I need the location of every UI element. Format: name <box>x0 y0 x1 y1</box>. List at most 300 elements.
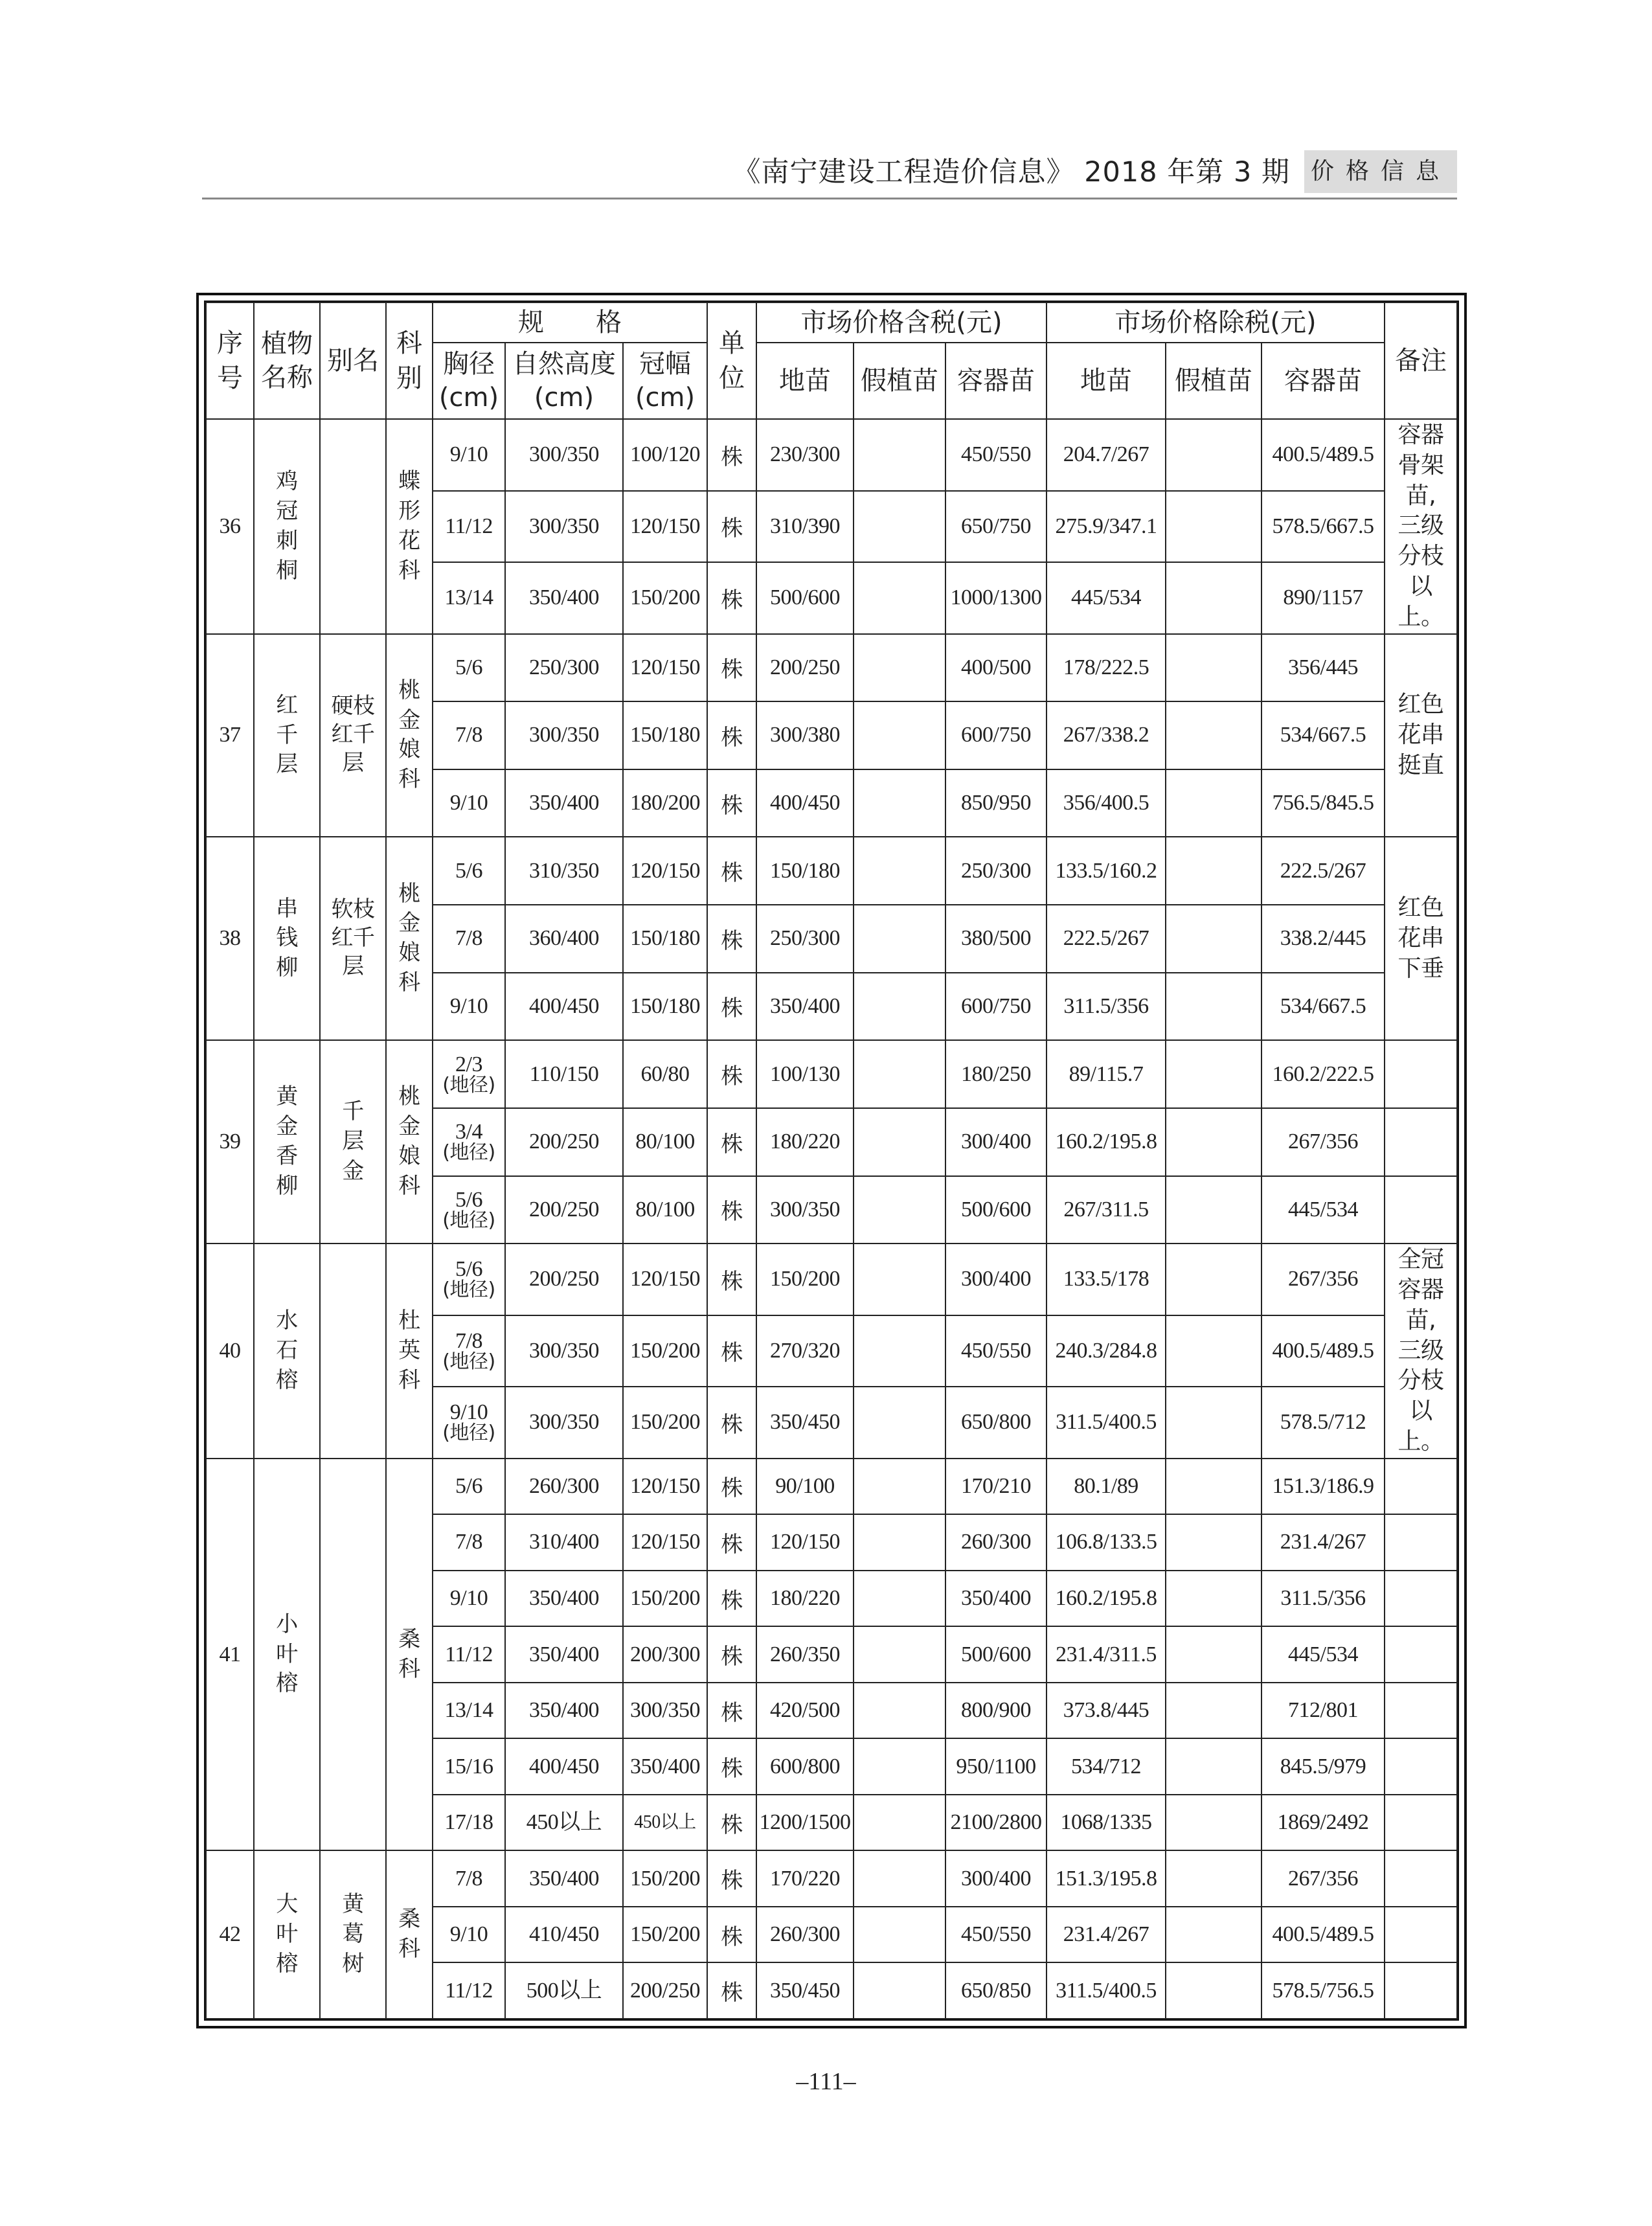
unit-cell: 株 <box>707 1962 756 2019</box>
remark-cell <box>1385 1244 1457 1459</box>
notax-container-cell: 845.5/979 <box>1262 1738 1385 1795</box>
plant-family <box>386 837 433 1040</box>
tax-ground-cell: 1200/1500 <box>756 1795 854 1851</box>
notax-container-cell: 400.5/489.5 <box>1262 1315 1385 1387</box>
dbh-cell: 17/18 <box>433 1795 505 1851</box>
notax-container-cell: 151.3/186.9 <box>1262 1459 1385 1515</box>
tax-ground-cell: 120/150 <box>756 1514 854 1571</box>
tax-ground-cell: 150/200 <box>756 1244 854 1315</box>
plant-family-text: 桑科 <box>398 1627 420 1681</box>
page-header <box>202 141 1457 199</box>
plant-alias-text: 黄葛树 <box>342 1892 364 1977</box>
table-body <box>206 419 1457 2019</box>
tax-ground-cell: 180/220 <box>756 1571 854 1627</box>
dbh-cell <box>433 1244 505 1315</box>
remark-cell <box>1385 1850 1457 1907</box>
height-cell: 300/350 <box>505 491 623 563</box>
notax-container-cell: 267/356 <box>1262 1850 1385 1907</box>
remark-cell <box>1385 1514 1457 1571</box>
remark-cell <box>1385 1176 1457 1244</box>
notax-fake-cell <box>1166 973 1262 1041</box>
tax-container-cell: 600/750 <box>945 973 1047 1041</box>
unit-cell: 株 <box>707 1514 756 1571</box>
notax-fake-cell <box>1166 1850 1262 1907</box>
tax-ground-cell: 90/100 <box>756 1459 854 1515</box>
notax-container-cell: 222.5/267 <box>1262 837 1385 905</box>
unit-cell: 株 <box>707 1571 756 1627</box>
unit-cell: 株 <box>707 837 756 905</box>
crown-cell: 150/180 <box>623 701 707 769</box>
tax-fake-cell <box>854 1315 945 1387</box>
tax-container-cell: 400/500 <box>945 634 1047 702</box>
notax-ground-cell: 311.5/400.5 <box>1047 1962 1166 2019</box>
tax-ground-cell: 260/300 <box>756 1907 854 1963</box>
height-cell: 450以上 <box>505 1795 623 1851</box>
remark-cell-text: 红色花串下垂 <box>1397 894 1444 982</box>
dbh-cell: 9/10 <box>433 769 505 837</box>
tax-container-cell: 600/750 <box>945 701 1047 769</box>
plant-family-text: 桃金娘科 <box>398 678 420 792</box>
notax-ground-cell: 311.5/400.5 <box>1047 1387 1166 1459</box>
crown-cell: 150/200 <box>623 562 707 634</box>
height-cell: 400/450 <box>505 973 623 1041</box>
tax-container-cell: 300/400 <box>945 1108 1047 1176</box>
tax-container-cell: 380/500 <box>945 905 1047 973</box>
publication-title: 《南宁建设工程造价信息》 2018 年第 3 期 <box>732 156 1290 188</box>
unit-cell: 株 <box>707 1387 756 1459</box>
height-cell: 300/350 <box>505 419 623 491</box>
remark-cell <box>1385 1626 1457 1683</box>
plant-alias <box>320 634 386 837</box>
tax-fake-cell <box>854 1683 945 1739</box>
notax-ground-cell: 1068/1335 <box>1047 1795 1166 1851</box>
notax-ground-cell: 151.3/195.8 <box>1047 1850 1166 1907</box>
tax-container-cell: 450/550 <box>945 1315 1047 1387</box>
plant-family-text: 蝶形花科 <box>398 469 420 583</box>
unit-cell: 株 <box>707 1108 756 1176</box>
notax-ground-cell: 160.2/195.8 <box>1047 1571 1166 1627</box>
dbh-value: 9/10 <box>449 1400 488 1425</box>
notax-fake-cell <box>1166 1738 1262 1795</box>
crown-cell: 150/200 <box>623 1907 707 1963</box>
tax-fake-cell <box>854 701 945 769</box>
tax-ground-cell: 310/390 <box>756 491 854 563</box>
header-notax-container: 容器苗 <box>1262 343 1385 419</box>
notax-container-cell: 445/534 <box>1262 1626 1385 1683</box>
dbh-value: 2/3 <box>455 1052 482 1076</box>
tax-container-cell: 250/300 <box>945 837 1047 905</box>
notax-fake-cell <box>1166 634 1262 702</box>
plant-alias <box>320 1040 386 1244</box>
header-notax-ground: 地苗 <box>1047 343 1166 419</box>
notax-fake-cell <box>1166 769 1262 837</box>
notax-ground-cell: 80.1/89 <box>1047 1459 1166 1515</box>
page-number: –111– <box>796 2068 856 2095</box>
tax-ground-cell: 150/180 <box>756 837 854 905</box>
notax-fake-cell <box>1166 1244 1262 1315</box>
table-frame-inner <box>204 301 1459 2021</box>
tax-fake-cell <box>854 1571 945 1627</box>
height-cell: 400/450 <box>505 1738 623 1795</box>
dbh-cell: 7/8 <box>433 1514 505 1571</box>
notax-fake-cell <box>1166 1514 1262 1571</box>
plant-name-text: 大叶榕 <box>276 1892 298 1977</box>
dbh-cell: 11/12 <box>433 491 505 563</box>
price-table <box>205 302 1458 2019</box>
dbh-value: 3/4 <box>455 1120 482 1144</box>
dbh-cell: 11/12 <box>433 1626 505 1683</box>
plant-family <box>386 419 433 634</box>
unit-cell: 株 <box>707 634 756 702</box>
tax-container-cell: 450/550 <box>945 419 1047 491</box>
remark-cell <box>1385 837 1457 1040</box>
remark-cell <box>1385 634 1457 837</box>
header-tax-fake: 假植苗 <box>854 343 945 419</box>
remark-cell <box>1385 1795 1457 1851</box>
notax-fake-cell <box>1166 1040 1262 1108</box>
dbh-note: (地径) <box>442 1209 495 1232</box>
table-row <box>206 1850 1457 1907</box>
tax-fake-cell <box>854 1244 945 1315</box>
unit-cell: 株 <box>707 1459 756 1515</box>
remark-cell <box>1385 1459 1457 1515</box>
tax-fake-cell <box>854 1795 945 1851</box>
tax-container-cell: 260/300 <box>945 1514 1047 1571</box>
tax-container-cell: 650/800 <box>945 1387 1047 1459</box>
unit-cell: 株 <box>707 1683 756 1739</box>
unit-cell: 株 <box>707 905 756 973</box>
notax-fake-cell <box>1166 1315 1262 1387</box>
row-index: 37 <box>206 634 254 837</box>
tax-container-cell: 300/400 <box>945 1244 1047 1315</box>
dbh-note: (地径) <box>442 1073 495 1096</box>
tax-ground-cell: 270/320 <box>756 1315 854 1387</box>
plant-family-text: 杜英科 <box>398 1309 420 1392</box>
table-row <box>206 634 1457 702</box>
notax-container-cell: 400.5/489.5 <box>1262 1907 1385 1963</box>
unit-cell: 株 <box>707 701 756 769</box>
table-row <box>206 1459 1457 1515</box>
row-index: 39 <box>206 1040 254 1244</box>
tax-ground-cell: 420/500 <box>756 1683 854 1739</box>
notax-container-cell: 400.5/489.5 <box>1262 419 1385 491</box>
notax-fake-cell <box>1166 1683 1262 1739</box>
plant-name <box>254 419 320 634</box>
dbh-note: (地径) <box>442 1350 495 1373</box>
header-dbh: 胸径(cm) <box>433 343 505 419</box>
tax-ground-cell: 500/600 <box>756 562 854 634</box>
plant-alias-text: 硬枝红千层 <box>331 694 375 776</box>
tax-fake-cell <box>854 634 945 702</box>
dbh-cell <box>433 1176 505 1244</box>
notax-fake-cell <box>1166 1795 1262 1851</box>
plant-name-text: 鸡冠刺桐 <box>276 469 298 583</box>
notax-container-cell: 578.5/756.5 <box>1262 1962 1385 2019</box>
notax-container-cell: 356/445 <box>1262 634 1385 702</box>
tax-container-cell: 1000/1300 <box>945 562 1047 634</box>
tax-fake-cell <box>854 1108 945 1176</box>
crown-cell: 350/400 <box>623 1738 707 1795</box>
unit-cell: 株 <box>707 562 756 634</box>
height-cell: 500以上 <box>505 1962 623 2019</box>
tax-ground-cell: 350/400 <box>756 973 854 1041</box>
notax-ground-cell: 267/338.2 <box>1047 701 1166 769</box>
tax-fake-cell <box>854 491 945 563</box>
plant-alias <box>320 1244 386 1459</box>
notax-fake-cell <box>1166 491 1262 563</box>
tax-container-cell: 500/600 <box>945 1176 1047 1244</box>
notax-container-cell: 578.5/712 <box>1262 1387 1385 1459</box>
row-index: 36 <box>206 419 254 634</box>
notax-ground-cell: 240.3/284.8 <box>1047 1315 1166 1387</box>
table-row <box>206 1040 1457 1108</box>
tax-fake-cell <box>854 769 945 837</box>
plant-name-text: 串钱柳 <box>276 896 298 981</box>
crown-cell: 150/200 <box>623 1387 707 1459</box>
tax-ground-cell: 300/380 <box>756 701 854 769</box>
height-cell: 350/400 <box>505 1626 623 1683</box>
plant-family <box>386 634 433 837</box>
header-remark: 备注 <box>1385 302 1457 419</box>
dbh-cell: 11/12 <box>433 1962 505 2019</box>
crown-cell: 150/200 <box>623 1850 707 1907</box>
crown-cell: 150/180 <box>623 973 707 1041</box>
tax-fake-cell <box>854 905 945 973</box>
header-notax-fake: 假植苗 <box>1166 343 1262 419</box>
dbh-cell <box>433 1108 505 1176</box>
height-cell: 200/250 <box>505 1176 623 1244</box>
notax-container-cell: 267/356 <box>1262 1244 1385 1315</box>
dbh-cell <box>433 1387 505 1459</box>
height-cell: 200/250 <box>505 1108 623 1176</box>
tax-ground-cell: 350/450 <box>756 1387 854 1459</box>
tax-ground-cell: 300/350 <box>756 1176 854 1244</box>
plant-name <box>254 1040 320 1244</box>
tax-ground-cell: 180/220 <box>756 1108 854 1176</box>
notax-fake-cell <box>1166 419 1262 491</box>
tax-ground-cell: 350/450 <box>756 1962 854 2019</box>
dbh-cell: 7/8 <box>433 905 505 973</box>
remark-cell <box>1385 1907 1457 1963</box>
plant-family <box>386 1459 433 1851</box>
tax-ground-cell: 250/300 <box>756 905 854 973</box>
height-cell: 350/400 <box>505 1850 623 1907</box>
header-unit: 单位 <box>707 302 756 419</box>
height-cell: 110/150 <box>505 1040 623 1108</box>
tax-ground-cell: 230/300 <box>756 419 854 491</box>
dbh-cell: 9/10 <box>433 973 505 1041</box>
row-index: 40 <box>206 1244 254 1459</box>
dbh-cell: 9/10 <box>433 1571 505 1627</box>
table-frame <box>196 293 1467 2028</box>
notax-container-cell: 890/1157 <box>1262 562 1385 634</box>
crown-cell: 80/100 <box>623 1176 707 1244</box>
notax-container-cell: 534/667.5 <box>1262 973 1385 1041</box>
notax-container-cell: 311.5/356 <box>1262 1571 1385 1627</box>
tax-container-cell: 450/550 <box>945 1907 1047 1963</box>
dbh-value: 5/6 <box>455 1257 482 1282</box>
header-plant-name: 植物名称 <box>254 302 320 419</box>
tax-ground-cell: 100/130 <box>756 1040 854 1108</box>
tax-ground-cell: 260/350 <box>756 1626 854 1683</box>
notax-ground-cell: 231.4/311.5 <box>1047 1626 1166 1683</box>
plant-name <box>254 634 320 837</box>
plant-name <box>254 1244 320 1459</box>
remark-cell <box>1385 1571 1457 1627</box>
tax-container-cell: 500/600 <box>945 1626 1047 1683</box>
plant-family-text: 桃金娘科 <box>398 1085 420 1199</box>
height-cell: 350/400 <box>505 769 623 837</box>
notax-container-cell: 231.4/267 <box>1262 1514 1385 1571</box>
notax-ground-cell: 373.8/445 <box>1047 1683 1166 1739</box>
notax-ground-cell: 267/311.5 <box>1047 1176 1166 1244</box>
height-cell: 350/400 <box>505 1683 623 1739</box>
header-family: 科别 <box>386 302 433 419</box>
tax-container-cell: 2100/2800 <box>945 1795 1047 1851</box>
height-cell: 200/250 <box>505 1244 623 1315</box>
notax-ground-cell: 178/222.5 <box>1047 634 1166 702</box>
height-cell: 300/350 <box>505 1387 623 1459</box>
tax-fake-cell <box>854 1514 945 1571</box>
notax-ground-cell: 89/115.7 <box>1047 1040 1166 1108</box>
remark-cell <box>1385 1738 1457 1795</box>
notax-container-cell: 756.5/845.5 <box>1262 769 1385 837</box>
tax-container-cell: 800/900 <box>945 1683 1047 1739</box>
height-cell: 360/400 <box>505 905 623 973</box>
remark-cell <box>1385 1040 1457 1108</box>
plant-alias <box>320 837 386 1040</box>
tax-fake-cell <box>854 973 945 1041</box>
crown-cell: 150/200 <box>623 1315 707 1387</box>
notax-fake-cell <box>1166 1387 1262 1459</box>
crown-cell: 200/300 <box>623 1626 707 1683</box>
unit-cell: 株 <box>707 1626 756 1683</box>
remark-cell-text: 容器骨架苗,三级分枝以上。 <box>1397 421 1444 630</box>
unit-cell: 株 <box>707 1738 756 1795</box>
notax-ground-cell: 160.2/195.8 <box>1047 1108 1166 1176</box>
header-tax-ground: 地苗 <box>756 343 854 419</box>
notax-ground-cell: 275.9/347.1 <box>1047 491 1166 563</box>
dbh-cell: 13/14 <box>433 562 505 634</box>
notax-container-cell: 534/667.5 <box>1262 701 1385 769</box>
remark-cell <box>1385 1962 1457 2019</box>
plant-family-text: 桃金娘科 <box>398 881 420 995</box>
dbh-cell: 7/8 <box>433 1850 505 1907</box>
tax-container-cell: 850/950 <box>945 769 1047 837</box>
plant-name <box>254 837 320 1040</box>
crown-cell: 80/100 <box>623 1108 707 1176</box>
crown-cell: 120/150 <box>623 1244 707 1315</box>
tax-fake-cell <box>854 1962 945 2019</box>
plant-alias <box>320 419 386 634</box>
tax-ground-cell: 200/250 <box>756 634 854 702</box>
header-alias: 别名 <box>320 302 386 419</box>
plant-family <box>386 1244 433 1459</box>
unit-cell: 株 <box>707 1040 756 1108</box>
crown-cell: 120/150 <box>623 491 707 563</box>
tax-container-cell: 650/750 <box>945 491 1047 563</box>
unit-cell: 株 <box>707 769 756 837</box>
crown-cell: 150/200 <box>623 1571 707 1627</box>
plant-alias-text: 软枝红千层 <box>331 897 375 979</box>
unit-cell: 株 <box>707 1244 756 1315</box>
notax-container-cell: 267/356 <box>1262 1108 1385 1176</box>
dbh-cell: 15/16 <box>433 1738 505 1795</box>
crown-cell: 300/350 <box>623 1683 707 1739</box>
dbh-cell <box>433 1315 505 1387</box>
notax-ground-cell: 106.8/133.5 <box>1047 1514 1166 1571</box>
dbh-cell: 9/10 <box>433 419 505 491</box>
header-rule <box>202 198 1457 199</box>
dbh-note: (地径) <box>442 1141 495 1164</box>
remark-cell <box>1385 1108 1457 1176</box>
plant-alias-text: 千层金 <box>342 1100 364 1184</box>
notax-fake-cell <box>1166 1907 1262 1963</box>
height-cell: 300/350 <box>505 1315 623 1387</box>
header-height: 自然高度(cm) <box>505 343 623 419</box>
tax-fake-cell <box>854 562 945 634</box>
notax-fake-cell <box>1166 837 1262 905</box>
table-row <box>206 1244 1457 1315</box>
unit-cell: 株 <box>707 491 756 563</box>
tax-container-cell: 650/850 <box>945 1962 1047 2019</box>
tax-fake-cell <box>854 1738 945 1795</box>
height-cell: 310/400 <box>505 1514 623 1571</box>
unit-cell: 株 <box>707 1176 756 1244</box>
plant-alias <box>320 1850 386 2019</box>
height-cell: 350/400 <box>505 1571 623 1627</box>
height-cell: 300/350 <box>505 701 623 769</box>
tax-fake-cell <box>854 1040 945 1108</box>
dbh-value: 7/8 <box>455 1328 482 1353</box>
notax-fake-cell <box>1166 1571 1262 1627</box>
notax-ground-cell: 204.7/267 <box>1047 419 1166 491</box>
dbh-cell: 5/6 <box>433 837 505 905</box>
plant-alias <box>320 1459 386 1851</box>
tax-container-cell: 350/400 <box>945 1571 1047 1627</box>
dbh-note: (地径) <box>442 1422 495 1445</box>
header-tax-container: 容器苗 <box>945 343 1047 419</box>
notax-ground-cell: 534/712 <box>1047 1738 1166 1795</box>
header-spec: 规 格 <box>433 302 707 343</box>
tax-fake-cell <box>854 1176 945 1244</box>
notax-fake-cell <box>1166 701 1262 769</box>
tax-ground-cell: 170/220 <box>756 1850 854 1907</box>
notax-ground-cell: 133.5/160.2 <box>1047 837 1166 905</box>
row-index: 42 <box>206 1850 254 2019</box>
crown-cell: 450以上 <box>623 1795 707 1851</box>
row-index: 41 <box>206 1459 254 1851</box>
plant-name <box>254 1459 320 1851</box>
unit-cell: 株 <box>707 973 756 1041</box>
tax-fake-cell <box>854 1907 945 1963</box>
remark-cell-text: 红色花串挺直 <box>1397 691 1444 778</box>
tax-container-cell: 950/1100 <box>945 1738 1047 1795</box>
tax-fake-cell <box>854 1459 945 1515</box>
plant-name-text: 红千层 <box>276 693 298 777</box>
plant-family <box>386 1040 433 1244</box>
header-index: 序号 <box>206 302 254 419</box>
notax-container-cell: 712/801 <box>1262 1683 1385 1739</box>
notax-fake-cell <box>1166 1626 1262 1683</box>
unit-cell: 株 <box>707 1907 756 1963</box>
plant-name-text: 小叶榕 <box>276 1612 298 1696</box>
tax-fake-cell <box>854 419 945 491</box>
tax-ground-cell: 600/800 <box>756 1738 854 1795</box>
plant-name <box>254 1850 320 2019</box>
unit-cell: 株 <box>707 1795 756 1851</box>
unit-cell: 株 <box>707 419 756 491</box>
